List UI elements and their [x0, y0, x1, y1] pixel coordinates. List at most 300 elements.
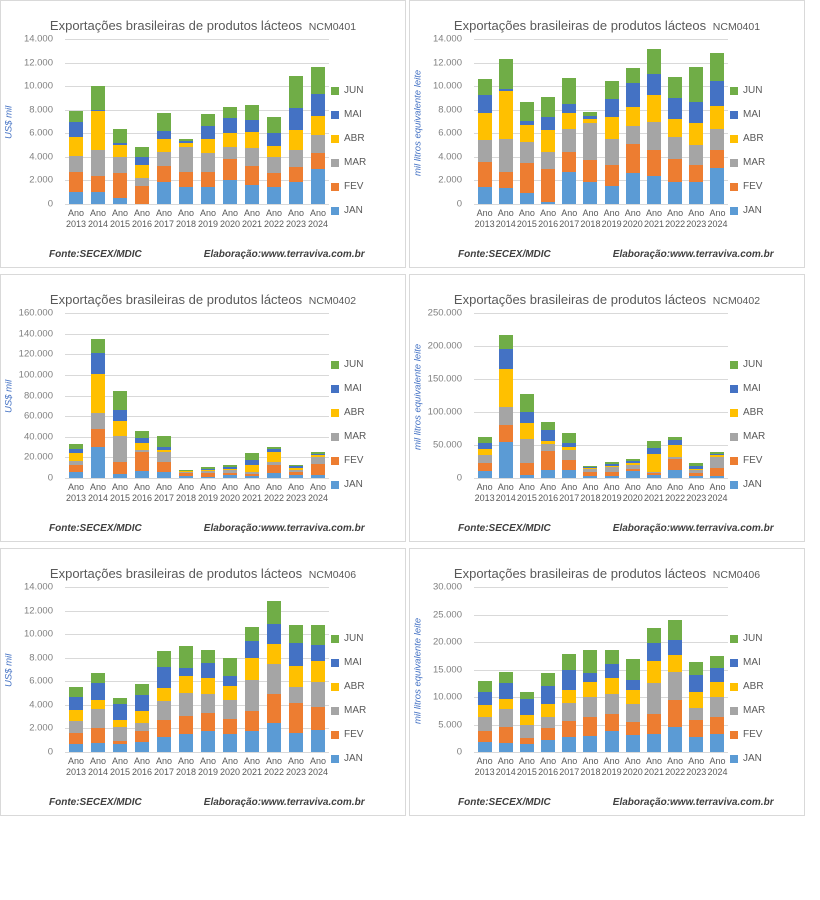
segment-abr-2013: [69, 137, 83, 156]
x-label-prefix: Ano: [111, 482, 128, 492]
legend-swatch-mai: [730, 659, 738, 667]
bar-column-2015: [516, 313, 537, 478]
x-label-prefix: Ano: [287, 208, 304, 218]
segment-mar-2017: [562, 450, 576, 460]
x-label-year: 2015: [109, 493, 131, 503]
x-category-label-2020: [622, 482, 643, 504]
chart-legend: [331, 85, 399, 229]
chart-footer: [1, 523, 405, 534]
legend-item-mai: [331, 383, 399, 394]
segment-mar-2021: [647, 683, 661, 713]
x-axis-labels: [65, 482, 329, 504]
legend-item-fev: [730, 181, 798, 192]
segment-abr-2019: [201, 678, 215, 695]
segment-abr-2019: [605, 117, 619, 138]
segment-mar-2018: [583, 123, 597, 160]
segment-jan-2024: [710, 734, 724, 752]
legend-label: MAI: [344, 383, 362, 394]
legend-item-abr: [331, 133, 399, 144]
y-tick-label: 0: [456, 472, 462, 484]
legend-swatch-abr: [331, 409, 339, 417]
chart-legend: [730, 633, 798, 777]
segment-abr-2015: [113, 720, 127, 728]
segment-mar-2016: [135, 723, 149, 731]
segment-mai-2022: [267, 133, 281, 147]
segment-jan-2022: [267, 187, 281, 204]
segment-mai-2015: [113, 704, 127, 719]
legend-swatch-abr: [331, 683, 339, 691]
x-label-prefix: Ano: [67, 756, 84, 766]
segment-abr-2023: [289, 666, 303, 687]
segment-jun-2024: [311, 625, 325, 645]
legend-swatch-jun: [730, 361, 738, 369]
y-tick-label: 20.000: [432, 636, 462, 648]
legend-label: MAR: [344, 157, 367, 168]
x-category-label-2016: [131, 756, 153, 778]
x-label-year: 2023: [285, 219, 307, 229]
segment-abr-2019: [605, 678, 619, 695]
segment-fev-2019: [605, 165, 619, 187]
segment-mar-2017: [157, 152, 171, 167]
x-category-label-2013: [474, 756, 495, 778]
x-label-prefix: Ano: [709, 482, 726, 492]
bar-column-2020: [622, 587, 643, 752]
segment-jan-2024: [311, 169, 325, 204]
y-tick-label: 0: [47, 746, 53, 758]
bar-column-2015: [109, 39, 131, 204]
segment-jan-2021: [647, 176, 661, 204]
segment-jun-2020: [223, 658, 237, 676]
chart-title-ncm-code: NCM0402: [308, 295, 357, 307]
x-category-label-2017: [153, 208, 175, 230]
legend-swatch-fev: [331, 183, 339, 191]
segment-mar-2019: [201, 153, 215, 172]
x-label-prefix: Ano: [111, 208, 128, 218]
segment-fev-2016: [135, 452, 149, 471]
segment-mar-2024: [710, 697, 724, 717]
x-label-prefix: Ano: [603, 482, 620, 492]
x-label-prefix: Ano: [199, 208, 216, 218]
stacked-bar-2022: [267, 601, 281, 752]
chart-title: [1, 283, 405, 311]
stacked-bar-2015: [520, 692, 534, 752]
legend-item-fev: [331, 729, 399, 740]
segment-mai-2013: [69, 697, 83, 709]
segment-jun-2021: [245, 627, 259, 642]
x-label-year: 2019: [197, 493, 219, 503]
y-tick-label: 80.000: [23, 390, 53, 402]
segment-mai-2017: [157, 131, 171, 139]
segment-mar-2024: [311, 682, 325, 707]
segment-abr-2021: [647, 95, 661, 122]
segment-fev-2020: [626, 722, 640, 735]
y-axis-title: US$ mil: [3, 379, 15, 414]
legend-label: JUN: [344, 85, 364, 96]
segment-mai-2023: [289, 643, 303, 666]
segment-mai-2019: [605, 99, 619, 117]
x-category-label-2013: [474, 208, 495, 230]
segment-mar-2015: [520, 439, 534, 463]
x-category-label-2024: [307, 482, 329, 504]
legend-label: FEV: [344, 455, 364, 466]
segment-fev-2015: [113, 173, 127, 197]
x-category-label-2018: [580, 208, 601, 230]
stacked-bar-2015: [113, 129, 127, 204]
bar-column-2016: [538, 39, 559, 204]
stacked-bar-2016: [135, 147, 149, 204]
y-axis-ticks: [410, 307, 468, 484]
segment-fev-2021: [647, 150, 661, 176]
chart-legend: [331, 359, 399, 503]
bar-column-2023: [686, 587, 707, 752]
segment-jun-2021: [245, 105, 259, 120]
stacked-bar-2019: [605, 462, 619, 478]
y-tick-label: 250.000: [427, 307, 462, 319]
stacked-bar-2023: [289, 625, 303, 752]
segment-jun-2015: [113, 391, 127, 410]
segment-jun-2022: [668, 77, 682, 98]
legend-swatch-mai: [730, 111, 738, 119]
bar-column-2016: [131, 39, 153, 204]
y-tick-label: 5.000: [438, 719, 462, 731]
y-axis-title: mil litros equivalente leite: [412, 617, 424, 724]
segment-fev-2017: [157, 720, 171, 737]
segment-mar-2014: [91, 413, 105, 429]
x-label-year: 2021: [643, 493, 664, 503]
stacked-bar-2020: [223, 465, 237, 478]
segment-mai-2016: [541, 117, 555, 131]
segment-fev-2022: [267, 694, 281, 723]
x-label-year: 2024: [707, 767, 728, 777]
chart-title-ncm-code: NCM0401: [712, 21, 761, 33]
x-label-year: 2016: [538, 493, 559, 503]
x-label-prefix: Ano: [177, 482, 194, 492]
segment-abr-2014: [91, 700, 105, 709]
stacked-bar-2019: [605, 81, 619, 204]
segment-abr-2017: [562, 113, 576, 129]
x-category-label-2015: [109, 208, 131, 230]
stacked-bar-2022: [267, 447, 281, 478]
legend-swatch-mar: [331, 707, 339, 715]
segment-mar-2014: [499, 139, 513, 171]
x-label-prefix: Ano: [645, 756, 662, 766]
bar-column-2023: [285, 587, 307, 752]
chart-legend: [730, 85, 798, 229]
segment-mar-2017: [157, 452, 171, 461]
segment-mai-2013: [478, 443, 492, 450]
segment-fev-2022: [668, 159, 682, 181]
plot-area: [474, 39, 728, 204]
x-label-prefix: Ano: [265, 482, 282, 492]
bars-row: [65, 587, 329, 752]
segment-jan-2017: [157, 472, 171, 478]
segment-jan-2023: [689, 182, 703, 204]
chart-title-ncm-code: NCM0406: [308, 569, 357, 581]
x-category-label-2019: [601, 482, 622, 504]
x-category-label-2019: [601, 756, 622, 778]
segment-jun-2023: [289, 76, 303, 108]
segment-jun-2024: [710, 656, 724, 668]
segment-jan-2017: [562, 737, 576, 752]
segment-fev-2024: [710, 717, 724, 734]
stacked-bar-2013: [478, 437, 492, 478]
segment-abr-2015: [520, 423, 534, 438]
bar-column-2019: [601, 587, 622, 752]
segment-abr-2022: [668, 119, 682, 138]
stacked-bar-2015: [113, 391, 127, 478]
segment-mai-2017: [562, 670, 576, 690]
segment-abr-2024: [311, 116, 325, 135]
legend-label: MAI: [743, 657, 761, 668]
segment-jan-2021: [245, 731, 259, 752]
x-category-label-2017: [559, 208, 580, 230]
segment-mar-2017: [562, 129, 576, 151]
legend-item-abr: [730, 681, 798, 692]
chart-legend: [730, 359, 798, 503]
legend-swatch-jan: [331, 481, 339, 489]
segment-mar-2018: [583, 697, 597, 717]
y-tick-label: 10.000: [23, 628, 53, 640]
x-label-year: 2024: [707, 493, 728, 503]
segment-mai-2022: [267, 624, 281, 645]
segment-mai-2013: [478, 95, 492, 113]
x-label-year: 2017: [559, 767, 580, 777]
segment-jan-2024: [311, 475, 325, 478]
segment-jun-2020: [626, 659, 640, 680]
segment-jun-2016: [541, 422, 555, 430]
segment-jan-2015: [520, 475, 534, 478]
segment-mai-2015: [520, 412, 534, 423]
x-label-prefix: Ano: [67, 482, 84, 492]
segment-jun-2015: [520, 692, 534, 700]
bar-column-2024: [307, 587, 329, 752]
y-axis-ticks: [1, 307, 59, 484]
gridline: [474, 752, 728, 753]
gridline: [474, 478, 728, 479]
x-label-prefix: Ano: [518, 756, 535, 766]
x-label-year: 2013: [474, 493, 495, 503]
segment-jun-2016: [541, 97, 555, 116]
x-label-year: 2017: [153, 493, 175, 503]
legend-label: MAI: [743, 383, 761, 394]
segment-mai-2014: [91, 683, 105, 700]
legend-swatch-mar: [730, 433, 738, 441]
segment-fev-2013: [69, 465, 83, 472]
segment-fev-2022: [668, 700, 682, 726]
legend-item-mai: [331, 109, 399, 120]
bar-column-2017: [153, 587, 175, 752]
legend-label: JUN: [344, 633, 364, 644]
x-label-prefix: Ano: [518, 482, 535, 492]
segment-mar-2023: [289, 150, 303, 167]
segment-jan-2018: [179, 734, 193, 752]
legend-label: FEV: [743, 455, 763, 466]
x-axis-labels: [65, 756, 329, 778]
legend-swatch-fev: [730, 183, 738, 191]
legend-item-fev: [331, 181, 399, 192]
segment-mai-2024: [311, 645, 325, 661]
segment-abr-2013: [69, 710, 83, 722]
segment-fev-2016: [541, 451, 555, 470]
segment-jan-2020: [223, 180, 237, 204]
segment-mar-2013: [478, 140, 492, 161]
x-label-year: 2017: [559, 219, 580, 229]
y-tick-label: 25.000: [432, 609, 462, 621]
segment-mar-2022: [267, 157, 281, 174]
segment-fev-2016: [135, 186, 149, 204]
x-category-label-2022: [263, 208, 285, 230]
segment-jan-2014: [91, 743, 105, 752]
segment-fev-2022: [267, 465, 281, 474]
x-category-label-2021: [643, 756, 664, 778]
x-label-year: 2018: [580, 767, 601, 777]
segment-abr-2014: [499, 91, 513, 139]
segment-abr-2016: [541, 130, 555, 152]
legend-item-jun: [730, 359, 798, 370]
x-category-label-2013: [474, 482, 495, 504]
source-label: Fonte:SECEX/MDIC: [458, 249, 551, 260]
segment-mai-2013: [478, 692, 492, 705]
stacked-bar-2018: [179, 470, 193, 478]
x-category-label-2021: [241, 208, 263, 230]
segment-mar-2021: [647, 122, 661, 151]
legend-item-jun: [331, 85, 399, 96]
segment-jan-2020: [223, 734, 237, 752]
bar-column-2017: [559, 313, 580, 478]
x-label-prefix: Ano: [476, 756, 493, 766]
source-label: Fonte:SECEX/MDIC: [49, 797, 142, 808]
x-category-label-2023: [686, 208, 707, 230]
chart-title-text: Exportações brasileiras de produtos lácteos: [453, 18, 707, 33]
legend-swatch-jan: [730, 481, 738, 489]
segment-mar-2020: [626, 704, 640, 723]
segment-abr-2017: [157, 139, 171, 151]
x-label-year: 2020: [622, 219, 643, 229]
legend-item-jun: [331, 633, 399, 644]
segment-abr-2015: [113, 421, 127, 436]
x-category-label-2015: [516, 482, 537, 504]
x-label-prefix: Ano: [89, 482, 106, 492]
segment-mai-2016: [135, 695, 149, 710]
legend-swatch-jan: [730, 207, 738, 215]
segment-abr-2020: [223, 133, 237, 147]
bar-column-2015: [109, 313, 131, 478]
x-label-prefix: Ano: [221, 482, 238, 492]
legend-item-abr: [331, 407, 399, 418]
x-label-prefix: Ano: [561, 208, 578, 218]
segment-mar-2024: [311, 135, 325, 153]
bar-column-2014: [495, 587, 516, 752]
chart-panel-ncm0401-usd: [0, 0, 406, 268]
bar-column-2016: [131, 587, 153, 752]
x-label-year: 2022: [263, 767, 285, 777]
stacked-bar-2016: [135, 684, 149, 752]
segment-jan-2022: [668, 470, 682, 478]
segment-jan-2015: [520, 193, 534, 204]
x-label-prefix: Ano: [199, 756, 216, 766]
segment-mai-2017: [157, 667, 171, 688]
x-category-label-2015: [109, 756, 131, 778]
legend-swatch-abr: [730, 135, 738, 143]
stacked-bar-2017: [562, 78, 576, 204]
y-tick-label: 30.000: [432, 581, 462, 593]
bar-column-2018: [175, 39, 197, 204]
segment-fev-2014: [499, 425, 513, 442]
segment-jan-2013: [478, 742, 492, 752]
stacked-bar-2018: [583, 650, 597, 752]
stacked-bar-2013: [478, 79, 492, 204]
bars-row: [474, 587, 728, 752]
stacked-bar-2024: [311, 67, 325, 204]
x-axis-labels: [65, 208, 329, 230]
stacked-bar-2022: [668, 620, 682, 752]
segment-abr-2024: [710, 682, 724, 697]
segment-mar-2013: [478, 717, 492, 730]
stacked-bar-2013: [69, 444, 83, 478]
y-tick-label: 15.000: [432, 664, 462, 676]
stacked-bar-2014: [91, 673, 105, 752]
legend-swatch-abr: [331, 135, 339, 143]
x-category-label-2014: [495, 208, 516, 230]
x-category-label-2022: [665, 482, 686, 504]
x-category-label-2021: [241, 482, 263, 504]
y-tick-label: 8.000: [29, 652, 53, 664]
segment-mai-2016: [135, 157, 149, 165]
bar-column-2017: [153, 39, 175, 204]
segment-fev-2017: [157, 166, 171, 181]
x-category-label-2023: [686, 482, 707, 504]
x-category-label-2024: [307, 208, 329, 230]
segment-jun-2023: [289, 625, 303, 643]
bar-column-2023: [285, 39, 307, 204]
x-category-label-2023: [285, 208, 307, 230]
bar-column-2016: [538, 587, 559, 752]
segment-mai-2020: [223, 676, 237, 685]
segment-jan-2016: [135, 742, 149, 752]
y-tick-label: 120.000: [18, 348, 53, 360]
source-label: Fonte:SECEX/MDIC: [458, 797, 551, 808]
x-label-year: 2022: [263, 493, 285, 503]
legend-label: ABR: [344, 133, 365, 144]
stacked-bar-2017: [157, 651, 171, 752]
x-category-label-2016: [131, 482, 153, 504]
bar-column-2019: [197, 587, 219, 752]
segment-jun-2013: [69, 111, 83, 122]
x-label-prefix: Ano: [133, 208, 150, 218]
x-category-label-2016: [538, 482, 559, 504]
x-label-year: 2013: [65, 219, 87, 229]
chart-title: [1, 557, 405, 585]
stacked-bar-2019: [201, 650, 215, 752]
x-category-label-2019: [601, 208, 622, 230]
chart-panel-ncm0401-litros: [409, 0, 805, 268]
x-label-year: 2013: [65, 493, 87, 503]
bar-column-2019: [197, 39, 219, 204]
segment-jun-2013: [478, 79, 492, 95]
legend-swatch-jun: [730, 87, 738, 95]
segment-jan-2024: [710, 168, 724, 205]
y-tick-label: 8.000: [29, 104, 53, 116]
segment-mar-2016: [135, 178, 149, 187]
segment-jan-2020: [626, 735, 640, 752]
x-label-year: 2014: [495, 493, 516, 503]
stacked-bar-2014: [91, 86, 105, 204]
segment-jan-2015: [113, 744, 127, 752]
stacked-bar-2020: [223, 107, 237, 204]
y-tick-label: 60.000: [23, 410, 53, 422]
x-category-label-2017: [559, 482, 580, 504]
segment-jan-2022: [668, 182, 682, 204]
